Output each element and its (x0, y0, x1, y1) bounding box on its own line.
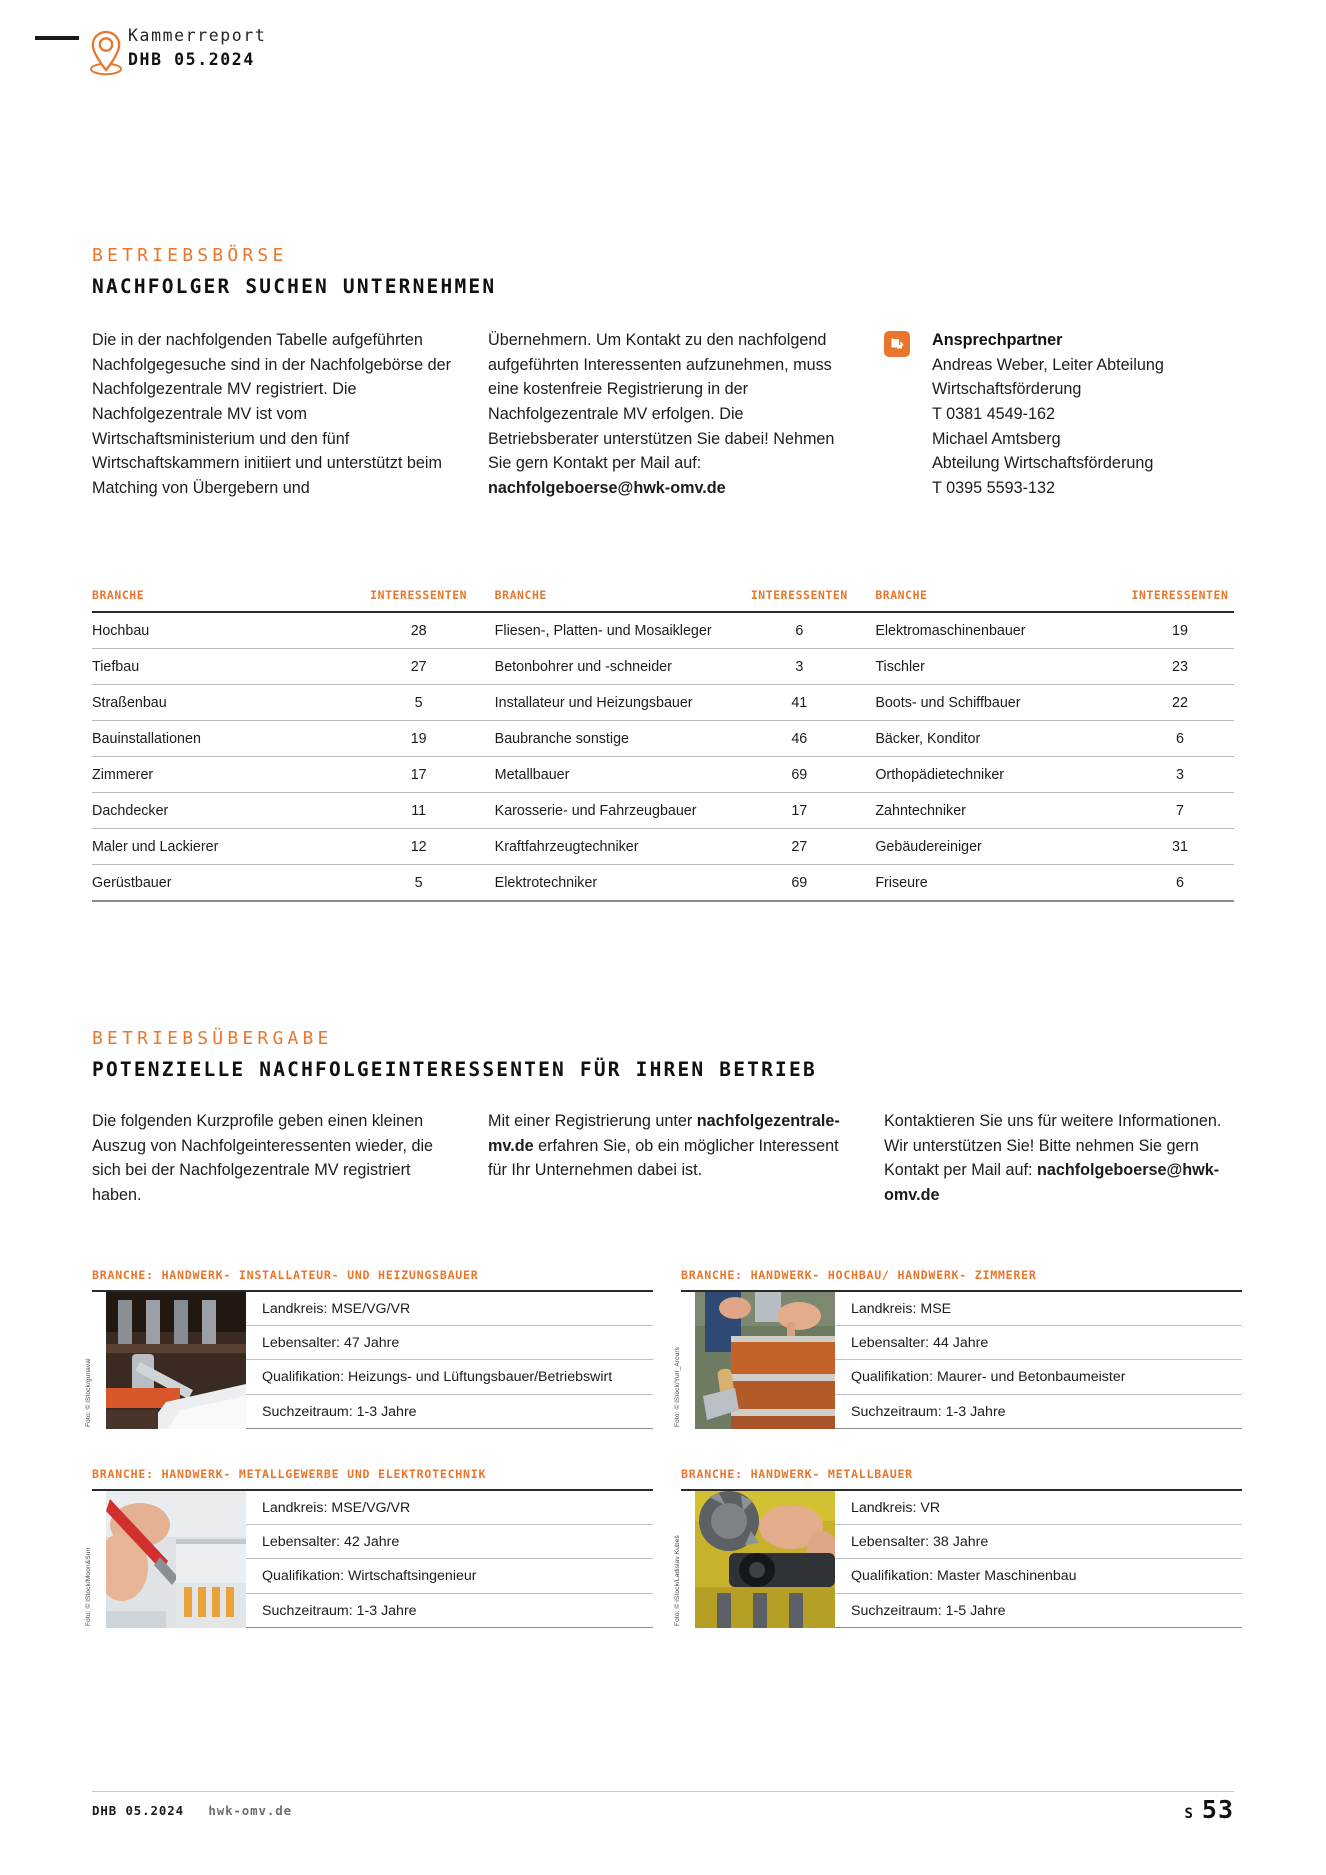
section2-column-a: Die folgenden Kurzprofile geben einen kleinen Auszug von Nachfolgeinteressenten wieder, die sich bei der Nachfolgezentrale MV registriert haben. (92, 1112, 434, 1204)
cell-interessenten: 5 (365, 865, 473, 902)
arrow-badge-icon (884, 331, 910, 357)
cell-branche: Gebäudereiniger (853, 829, 1126, 865)
table-row (473, 757, 854, 793)
table-header-row (92, 588, 473, 612)
section1-headline: NACHFOLGER SUCHEN UNTERNEHMEN (92, 275, 497, 298)
footer-divider (92, 1791, 1234, 1792)
cell-branche: Bäcker, Konditor (853, 721, 1126, 757)
footer-issue: DHB 05.2024 (92, 1803, 184, 1818)
section2-col-b-pre: Mit einer Registrierung unter (488, 1112, 697, 1130)
cell-branche: Dachdecker (92, 793, 365, 829)
photo-credit: Foto: © iStock/Yuri_Arcurs (674, 1346, 681, 1427)
cell-branche: Maler und Lackierer (92, 829, 365, 865)
cell-interessenten: 12 (365, 829, 473, 865)
table-header-row (853, 588, 1234, 612)
profile-card-0 (85, 1268, 653, 1429)
profile-cards (85, 1268, 1242, 1666)
profile-card-2 (85, 1467, 653, 1628)
contact-box (884, 328, 1234, 500)
table-row (473, 793, 854, 829)
row-suchzeitraum: Suchzeitraum: 1-3 Jahre (246, 1395, 653, 1429)
cell-interessenten: 7 (1126, 793, 1234, 829)
cell-interessenten: 3 (745, 649, 853, 685)
cell-branche: Elektrotechniker (473, 865, 746, 902)
cell-interessenten: 28 (365, 612, 473, 649)
row-qualifikation: Qualifikation: Maurer- und Betonbaumeister (835, 1360, 1242, 1394)
row-lebensalter: Lebensalter: 44 Jahre (835, 1326, 1242, 1360)
table-row (473, 721, 854, 757)
cell-interessenten: 6 (745, 612, 853, 649)
page-prefix: S (1184, 1806, 1194, 1822)
cell-interessenten: 11 (365, 793, 473, 829)
table-row (92, 865, 473, 902)
photo-credit: Foto: © iStock/Ladislav Kubeš (674, 1535, 681, 1626)
row-landkreis: Landkreis: MSE (835, 1292, 1242, 1326)
section2-col-c-pre: Kontaktieren Sie uns für weitere Informationen. Wir unterstützen Sie! Bitte nehmen Sie gern Kontakt per Mail auf: (884, 1112, 1222, 1180)
cell-branche: Orthopädietechniker (853, 757, 1126, 793)
cell-interessenten: 3 (1126, 757, 1234, 793)
nachfolgezentrale-link[interactable]: nachfolgezentrale-mv.de (488, 1112, 840, 1155)
plumbing-photo (106, 1292, 246, 1429)
cell-interessenten: 41 (745, 685, 853, 721)
cell-interessenten: 69 (745, 865, 853, 902)
row-qualifikation: Qualifikation: Heizungs- und Lüftungsbauer/Betriebswirt (246, 1360, 653, 1394)
cell-interessenten: 23 (1126, 649, 1234, 685)
cell-branche: Hochbau (92, 612, 365, 649)
cell-interessenten: 69 (745, 757, 853, 793)
row-lebensalter: Lebensalter: 47 Jahre (246, 1326, 653, 1360)
card-rows (246, 1292, 653, 1429)
table-row (853, 865, 1234, 902)
table-row (853, 649, 1234, 685)
row-lebensalter: Lebensalter: 38 Jahre (835, 1525, 1242, 1559)
contact-title: Ansprechpartner (932, 331, 1063, 349)
photo-credit: Foto: © iStock/Moon&Sun (85, 1547, 92, 1626)
section-betriebsboerse (92, 245, 1234, 500)
section2-kicker: BETRIEBSÜBERGABE (92, 1028, 333, 1049)
section1-email-link[interactable]: nachfolgeboerse@hwk-omv.de (488, 478, 726, 497)
table-header-row (473, 588, 854, 612)
cell-interessenten: 46 (745, 721, 853, 757)
table-row (92, 612, 473, 649)
cell-branche: Straßenbau (92, 685, 365, 721)
electrical-photo (106, 1491, 246, 1628)
footer-website[interactable]: hwk-omv.de (208, 1803, 292, 1818)
section2-columns (92, 1109, 1234, 1208)
row-landkreis: Landkreis: VR (835, 1491, 1242, 1525)
contact-line-2: T 0381 4549-162 (932, 404, 1056, 423)
location-pin-icon (88, 28, 124, 78)
table-row (853, 829, 1234, 865)
cell-branche: Kraftfahrzeugtechniker (473, 829, 746, 865)
cell-interessenten: 17 (365, 757, 473, 793)
section2-email-link[interactable]: nachfolgeboerse@hwk-omv.de (884, 1161, 1220, 1204)
table-block-1 (92, 588, 473, 902)
cell-interessenten: 31 (1126, 829, 1234, 865)
table-block-2 (473, 588, 854, 902)
table-row (92, 829, 473, 865)
cell-interessenten: 5 (365, 685, 473, 721)
section1-column-b-text: Übernehmern. Um Kontakt zu den nachfolgend aufgeführten Interessenten aufzunehmen, muss eine kostenfreie Registrierung in der Nachfolgezentrale MV erfolgen. Die Betriebsberater unterstützen Sie dabei! Nehmen Sie gern Kontakt per Mail auf: (488, 331, 835, 473)
row-lebensalter: Lebensalter: 42 Jahre (246, 1525, 653, 1559)
col-header-interessenten: INTERESSENTEN (1126, 588, 1234, 612)
profile-card-3 (674, 1467, 1242, 1628)
branchen-table (92, 588, 1234, 902)
header-titles (128, 26, 266, 71)
table-row (853, 721, 1234, 757)
cell-branche: Elektromaschinenbauer (853, 612, 1126, 649)
section1-column-a: Die in der nachfolgenden Tabelle aufgeführten Nachfolgegesuche sind in der Nachfolgebörse der Nachfolgezentrale MV registriert. Die Nachfolgezentrale MV ist vom Wirtschaftsministerium und den fünf Wirtschaftskammern initiiert und unterstützt beim Matching von Übergebern und (92, 331, 452, 497)
table-row (92, 685, 473, 721)
footer-issue-block (92, 1803, 292, 1818)
cell-branche: Bauinstallationen (92, 721, 365, 757)
card-rows (835, 1491, 1242, 1628)
header-kicker: Kammerreport (128, 26, 267, 45)
table-row (473, 865, 854, 902)
table-row (853, 757, 1234, 793)
table-row (853, 612, 1234, 649)
page-header (0, 22, 1326, 92)
profile-card-1 (674, 1268, 1242, 1429)
cell-interessenten: 17 (745, 793, 853, 829)
cell-interessenten: 27 (365, 649, 473, 685)
cell-branche: Zimmerer (92, 757, 365, 793)
section2-column-b (488, 1109, 884, 1208)
card-title: BRANCHE: HANDWERK- INSTALLATEUR- UND HEIZUNGSBAUER (92, 1268, 479, 1282)
section1-column-b (488, 328, 884, 500)
cell-branche: Tiefbau (92, 649, 365, 685)
card-title: BRANCHE: HANDWERK- HOCHBAU/ HANDWERK- ZIMMERER (681, 1268, 1037, 1282)
col-header-branche: BRANCHE (92, 588, 365, 612)
card-rows (246, 1491, 653, 1628)
header-issue: DHB 05.2024 (128, 49, 255, 69)
footer-page-block (1184, 1795, 1234, 1824)
row-qualifikation: Qualifikation: Master Maschinenbau (835, 1559, 1242, 1593)
section2-col-b-post: erfahren Sie, ob ein möglicher Interessent für Ihr Unternehmen dabei ist. (488, 1136, 839, 1180)
lathe-photo (695, 1491, 835, 1628)
header-rule (35, 36, 79, 40)
cell-branche: Karosserie- und Fahrzeugbauer (473, 793, 746, 829)
contact-line-1: Wirtschaftsförderung (932, 380, 1082, 399)
page-footer (0, 1791, 1326, 1831)
section-betriebsuebergabe (92, 1028, 1234, 1208)
table-row (92, 757, 473, 793)
cell-branche: Baubranche sonstige (473, 721, 746, 757)
row-suchzeitraum: Suchzeitraum: 1-3 Jahre (246, 1594, 653, 1628)
table-row (853, 685, 1234, 721)
table-row (473, 685, 854, 721)
cell-branche: Gerüstbauer (92, 865, 365, 902)
cell-branche: Metallbauer (473, 757, 746, 793)
table-row (473, 612, 854, 649)
cell-branche: Betonbohrer und -schneider (473, 649, 746, 685)
card-rows (835, 1292, 1242, 1429)
card-row-2 (85, 1467, 1242, 1628)
contact-line-3: Michael Amtsberg (932, 429, 1061, 448)
cell-branche: Boots- und Schiffbauer (853, 685, 1126, 721)
col-header-interessenten: INTERESSENTEN (745, 588, 853, 612)
row-suchzeitraum: Suchzeitraum: 1-3 Jahre (835, 1395, 1242, 1429)
row-qualifikation: Qualifikation: Wirtschaftsingenieur (246, 1559, 653, 1593)
section1-kicker: BETRIEBSBÖRSE (92, 245, 288, 266)
row-landkreis: Landkreis: MSE/VG/VR (246, 1491, 653, 1525)
col-header-branche: BRANCHE (853, 588, 1126, 612)
table-row (92, 649, 473, 685)
section1-columns (92, 328, 1234, 500)
row-landkreis: Landkreis: MSE/VG/VR (246, 1292, 653, 1326)
card-row-1 (85, 1268, 1242, 1429)
section2-column-c (884, 1109, 1234, 1208)
cell-branche: Zahntechniker (853, 793, 1126, 829)
table-block-3 (853, 588, 1234, 902)
card-title: BRANCHE: HANDWERK- METALLBAUER (681, 1467, 913, 1481)
cell-interessenten: 6 (1126, 721, 1234, 757)
row-suchzeitraum: Suchzeitraum: 1-5 Jahre (835, 1594, 1242, 1628)
contact-line-0: Andreas Weber, Leiter Abteilung (932, 355, 1164, 374)
table-row (473, 829, 854, 865)
cell-interessenten: 6 (1126, 865, 1234, 902)
cell-interessenten: 19 (365, 721, 473, 757)
cell-interessenten: 27 (745, 829, 853, 865)
photo-credit: Foto: © iStock/gunavai (85, 1358, 92, 1427)
table-row (92, 721, 473, 757)
cell-branche: Fliesen-, Platten- und Mosaikleger (473, 612, 746, 649)
section2-headline: POTENZIELLE NACHFOLGEINTERESSENTEN FÜR IHREN BETRIEB (92, 1058, 817, 1081)
contact-line-5: T 0395 5593-132 (932, 478, 1056, 497)
cell-branche: Friseure (853, 865, 1126, 902)
cell-branche: Installateur und Heizungsbauer (473, 685, 746, 721)
col-header-interessenten: INTERESSENTEN (365, 588, 473, 612)
contact-line-4: Abteilung Wirtschaftsförderung (932, 454, 1154, 473)
card-title: BRANCHE: HANDWERK- METALLGEWERBE UND ELEKTROTECHNIK (92, 1467, 487, 1481)
col-header-branche: BRANCHE (473, 588, 746, 612)
table-row (853, 793, 1234, 829)
page-number: 53 (1201, 1795, 1234, 1824)
cell-interessenten: 19 (1126, 612, 1234, 649)
table-row (473, 649, 854, 685)
table-row (92, 793, 473, 829)
bricklaying-photo (695, 1292, 835, 1429)
cell-interessenten: 22 (1126, 685, 1234, 721)
cell-branche: Tischler (853, 649, 1126, 685)
